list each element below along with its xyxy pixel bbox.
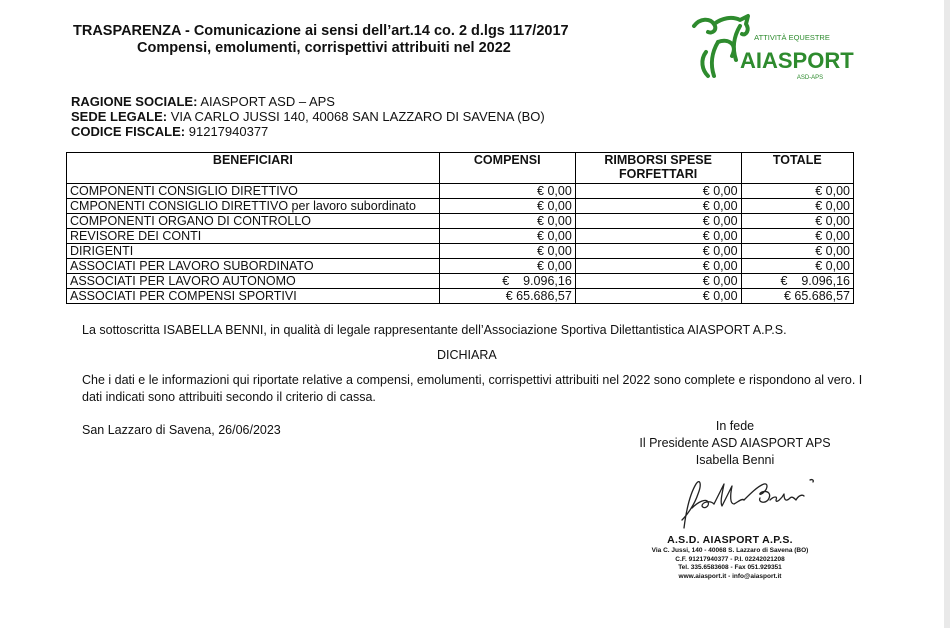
horse-logo-icon xyxy=(688,12,858,87)
organization-info xyxy=(71,94,545,139)
stamp-tax: C.F. 91217940377 - P.I. 02242021208 xyxy=(675,555,785,563)
place-and-date: San Lazzaro di Savena, 26/06/2023 xyxy=(82,423,281,437)
table-header-row xyxy=(67,153,854,184)
signer-role: Il Presidente ASD AIASPORT APS xyxy=(639,436,831,450)
beneficiary-cell: CMPONENTI CONSIGLIO DIRETTIVO per lavoro subordinato xyxy=(67,199,440,214)
org-name-value: AIASPORT ASD – APS xyxy=(200,94,335,109)
totale-cell: € 0,00 xyxy=(741,229,853,244)
org-address-label: SEDE LEGALE: xyxy=(71,109,168,124)
header-rimborsi: RIMBORSI SPESE FORFETTARI xyxy=(575,153,741,184)
totale-cell: € 9.096,16 xyxy=(741,274,853,289)
beneficiary-cell: ASSOCIATI PER LAVORO SUBORDINATO xyxy=(67,259,440,274)
org-address-line xyxy=(71,109,545,124)
header-beneficiari: BENEFICIARI xyxy=(67,153,440,184)
rimborsi-cell: € 0,00 xyxy=(575,229,741,244)
rimborsi-cell: € 0,00 xyxy=(575,244,741,259)
beneficiary-cell: COMPONENTI CONSIGLIO DIRETTIVO xyxy=(67,184,440,199)
compensi-cell: € 0,00 xyxy=(439,214,575,229)
table-row xyxy=(67,259,854,274)
stamp-title: A.S.D. AIASPORT A.P.S. xyxy=(667,534,793,546)
logo-tagline: ATTIVITÀ EQUESTRE xyxy=(754,33,830,42)
compensi-cell: € 0,00 xyxy=(439,259,575,274)
table-row xyxy=(67,184,854,199)
rimborsi-cell: € 0,00 xyxy=(575,184,741,199)
compensi-cell: € 9.096,16 xyxy=(439,274,575,289)
rimborsi-cell: € 0,00 xyxy=(575,199,741,214)
compensi-cell: € 0,00 xyxy=(439,184,575,199)
header-totale: TOTALE xyxy=(741,153,853,184)
beneficiary-cell: ASSOCIATI PER LAVORO AUTONOMO xyxy=(67,274,440,289)
beneficiary-cell: COMPONENTI ORGANO DI CONTROLLO xyxy=(67,214,440,229)
org-tax-label: CODICE FISCALE: xyxy=(71,124,186,139)
table-row xyxy=(67,274,854,289)
table-row xyxy=(67,214,854,229)
stamp-web: www.aiasport.it - info@aiasport.it xyxy=(678,572,782,580)
logo-brand: AIASPORT xyxy=(740,48,854,73)
aiasport-logo xyxy=(688,12,858,87)
org-tax-line xyxy=(71,124,545,139)
totale-cell: € 65.686,57 xyxy=(741,289,853,304)
totale-cell: € 0,00 xyxy=(741,199,853,214)
compensi-cell: € 65.686,57 xyxy=(439,289,575,304)
logo-subline: ASD-APS xyxy=(796,75,824,81)
stamp-address: Via C. Jussi, 140 - 40068 S. Lazzaro di Savena (BO) xyxy=(651,547,809,554)
org-name-line xyxy=(71,94,545,109)
rimborsi-cell: € 0,00 xyxy=(575,274,741,289)
beneficiary-cell: REVISORE DEI CONTI xyxy=(67,229,440,244)
signer-name: Isabella Benni xyxy=(695,453,775,467)
org-address-value: VIA CARLO JUSSI 140, 40068 SAN LAZZARO DI SAVENA (BO) xyxy=(170,109,545,124)
table-row xyxy=(67,199,854,214)
declaration-heading: DICHIARA xyxy=(437,348,497,362)
compensation-table xyxy=(66,152,854,304)
header-compensi: COMPENSI xyxy=(439,153,575,184)
document-title xyxy=(73,23,569,57)
beneficiary-cell: DIRIGENTI xyxy=(67,244,440,259)
rimborsi-cell: € 0,00 xyxy=(575,289,741,304)
declaration-body: Che i dati e le informazioni qui riportate relative a compensi, emolumenti, corrispettivi attribuiti nel 2022 sono complete e rispondono al vero. I dati indicati sono attribuiti secondo il criterio di cassa. xyxy=(82,373,863,404)
totale-cell: € 0,00 xyxy=(741,259,853,274)
association-stamp xyxy=(630,534,830,581)
totale-cell: € 0,00 xyxy=(741,244,853,259)
table-row xyxy=(67,229,854,244)
rimborsi-cell: € 0,00 xyxy=(575,259,741,274)
title-line-2: Compensi, emolumenti, corrispettivi attribuiti nel 2022 xyxy=(137,40,511,56)
table-row xyxy=(67,244,854,259)
compensi-cell: € 0,00 xyxy=(439,199,575,214)
declaration-intro: La sottoscritta ISABELLA BENNI, in qualità di legale rappresentante dell’Associazione Sportiva Dilettantistica AIASPORT A.P.S. xyxy=(82,323,787,337)
org-name-label: RAGIONE SOCIALE: xyxy=(71,94,198,109)
rimborsi-cell: € 0,00 xyxy=(575,214,741,229)
stamp-phone: Tel. 335.6583608 - Fax 051.929351 xyxy=(678,564,782,572)
totale-cell: € 0,00 xyxy=(741,184,853,199)
org-tax-value: 91217940377 xyxy=(188,124,269,139)
totale-cell: € 0,00 xyxy=(741,214,853,229)
table-row xyxy=(67,289,854,304)
compensi-cell: € 0,00 xyxy=(439,229,575,244)
beneficiary-cell: ASSOCIATI PER COMPENSI SPORTIVI xyxy=(67,289,440,304)
title-line-1: TRASPARENZA - Comunicazione ai sensi dell’art.14 co. 2 d.lgs 117/2017 xyxy=(73,23,569,39)
page-edge-shadow xyxy=(944,0,950,628)
signature-block xyxy=(600,418,870,469)
in-fede-text: In fede xyxy=(715,419,755,433)
compensi-cell: € 0,00 xyxy=(439,244,575,259)
signature-icon xyxy=(672,472,824,534)
handwritten-signature xyxy=(672,472,824,534)
